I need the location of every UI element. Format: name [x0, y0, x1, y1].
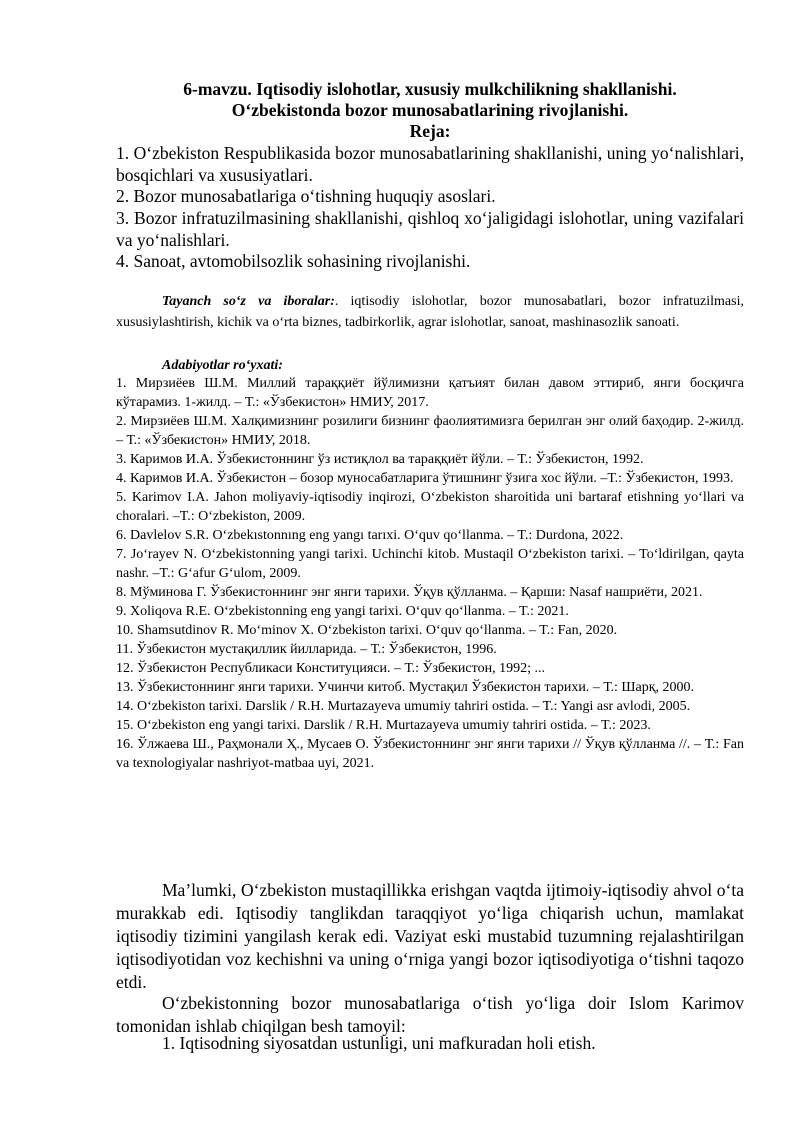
- keywords-paragraph: [116, 292, 744, 333]
- keywords-label: Tayanch so‘z va iboralar:: [162, 294, 335, 309]
- references-title: Adabiyotlar ro‘yxati:: [162, 358, 283, 373]
- reference-item: 1. Мирзиёев Ш.М. Миллий тараққиёт йўлимизни қатъият билан давом эттириб, янги босқичга кўтарамиз. 1-жилд. – Т.: «Ўзбекистон» НМИУ, 2017.: [116, 376, 744, 410]
- principle-item: 1. Iqtisodning siyosatdan ustunligi, uni mafkuradan holi etish.: [162, 1033, 596, 1053]
- reference-item: 14. O‘zbekiston tarixi. Darslik / R.H. Murtazayeva umumiy tahriri ostida. – T.: Yangi asr avlodi, 2005.: [116, 699, 691, 714]
- reference-item: 7. Jo‘rayev N. O‘zbekistonning yangi tarixi. Uchinchi kitob. Mustaqil O‘zbekiston tarixi. – To‘ldirilgan, qayta nashr. –T.: G‘afur G‘ulom, 2009.: [116, 547, 744, 581]
- plan-title: Reja:: [409, 121, 451, 141]
- reference-item: 4. Каримов И.А. Ўзбекистон – бозор муносабатларига ўтишнинг ўзига хос йўли. –Т.: Ўзбекистон, 1993.: [116, 471, 734, 486]
- reference-item: 11. Ўзбекистон мустақиллик йилларида. – Т.: Ўзбекистон, 1996.: [116, 642, 497, 657]
- body-paragraph: Ma’lumki, O‘zbekiston mustaqillikka erishgan vaqtda ijtimoiy-iqtisodiy ahvol o‘ta murakkab edi. Iqtisodiy tanglikdan taraqqiyot yo‘liga chiqarish uchun, mamlakat iqtisodiy tizimini yangilash kerak edi. Vaziyat eski mustabid tuzumning rejalashtirilgan iqtisodiyotidan voz kechishni va uning o‘rniga yangi bozor iqtisodiyotiga o‘tishni taqozo etdi.: [116, 880, 744, 992]
- reference-item: 8. Мўминова Г. Ўзбекистоннинг энг янги тарихи. Ўқув қўлланма. – Қарши: Nasaf нашриёти, 2021.: [116, 585, 703, 600]
- topic-subtitle: O‘zbekistonda bozor munosabatlarining rivojlanishi.: [231, 100, 629, 120]
- reference-item: 2. Мирзиёев Ш.М. Халқимизнинг розилиги бизнинг фаолиятимизга берилган энг олий баҳодир. 2-жилд. – Т.: «Ўзбекистон» НМИУ, 2018.: [116, 414, 744, 448]
- plan-item: 4. Sanoat, avtomobilsozlik sohasining rivojlanishi.: [116, 251, 471, 271]
- plan-item: 3. Bozor infratuzilmasining shakllanishi, qishloq xo‘jaligidagi islohotlar, uning vazifalari va yo‘nalishlari.: [116, 208, 744, 250]
- reference-item: 5. Karimov I.A. Jahon moliyaviy-iqtisodiy inqirozi, O‘zbekiston sharoitida uni bartaraf etishning yo‘llari va choralari. –T.: O‘zbekiston, 2009.: [116, 490, 744, 524]
- reference-item: 12. Ўзбекистон Республикаси Конституцияси. – Т.: Ўзбекистон, 1992; ...: [116, 661, 545, 676]
- reference-item: 10. Shamsutdinov R. Mo‘minov X. O‘zbekiston tarixi. O‘quv qo‘llanma. – T.: Fan, 2020.: [116, 623, 618, 638]
- body-paragraph: O‘zbekistonning bozor munosabatlariga o‘tish yo‘liga doir Islom Karimov tomonidan ishlab chiqilgan besh tamoyil:: [116, 993, 744, 1036]
- reference-item: 6. Davlelov S.R. O‘zbekıstonnıng eng yangı tarıxi. O‘quv qo‘llanma. – T.: Durdona, 2022.: [116, 528, 624, 543]
- reference-item: 13. Ўзбекистоннинг янги тарихи. Учинчи китоб. Мустақил Ўзбекистон тарихи. – Т.: Шарқ, 2000.: [116, 680, 695, 695]
- plan-item: 2. Bozor munosabatlariga o‘tishning huquqiy asoslari.: [116, 186, 496, 206]
- references-list: [116, 374, 744, 773]
- reference-item: 9. Xoliqova R.E. O‘zbekistonning eng yangi tarixi. O‘quv qo‘llanma. – T.: 2021.: [116, 604, 569, 619]
- reference-item: 3. Каримов И.А. Ўзбекистоннинг ўз истиқлол ва тараққиёт йўли. – Т.: Ўзбекистон, 1992.: [116, 452, 644, 467]
- topic-title: 6-mavzu. Iqtisodiy islohotlar, xususiy mulkchilikning shakllanishi.: [183, 79, 677, 99]
- reference-item: 16. Ўлжаева Ш., Раҳмонали Ҳ., Мусаев О. Ўзбекистоннинг энг янги тарихи // Ўқув қўлланма //. – Т.: Fan va texnologiyalar nashriyot-matbaa uyi, 2021.: [116, 737, 744, 771]
- plan-item: 1. O‘zbekiston Respublikasida bozor munosabatlarining shakllanishi, uning yo‘nalishlari, bosqichlari va xususiyatlari.: [116, 143, 744, 185]
- reference-item: 15. O‘zbekiston eng yangi tarixi. Darslik / R.H. Murtazayeva umumiy tahriri ostida. – T.: 2023.: [116, 718, 651, 733]
- keywords-text: . iqtisodiy islohotlar, bozor munosabatlari, bozor infratuzilmasi, xususiylashtirish, kichik va o‘rta biznes, tadbirkorlik, agrar islohotlar, sanoat, mashinasozlik sanoati.: [116, 294, 744, 330]
